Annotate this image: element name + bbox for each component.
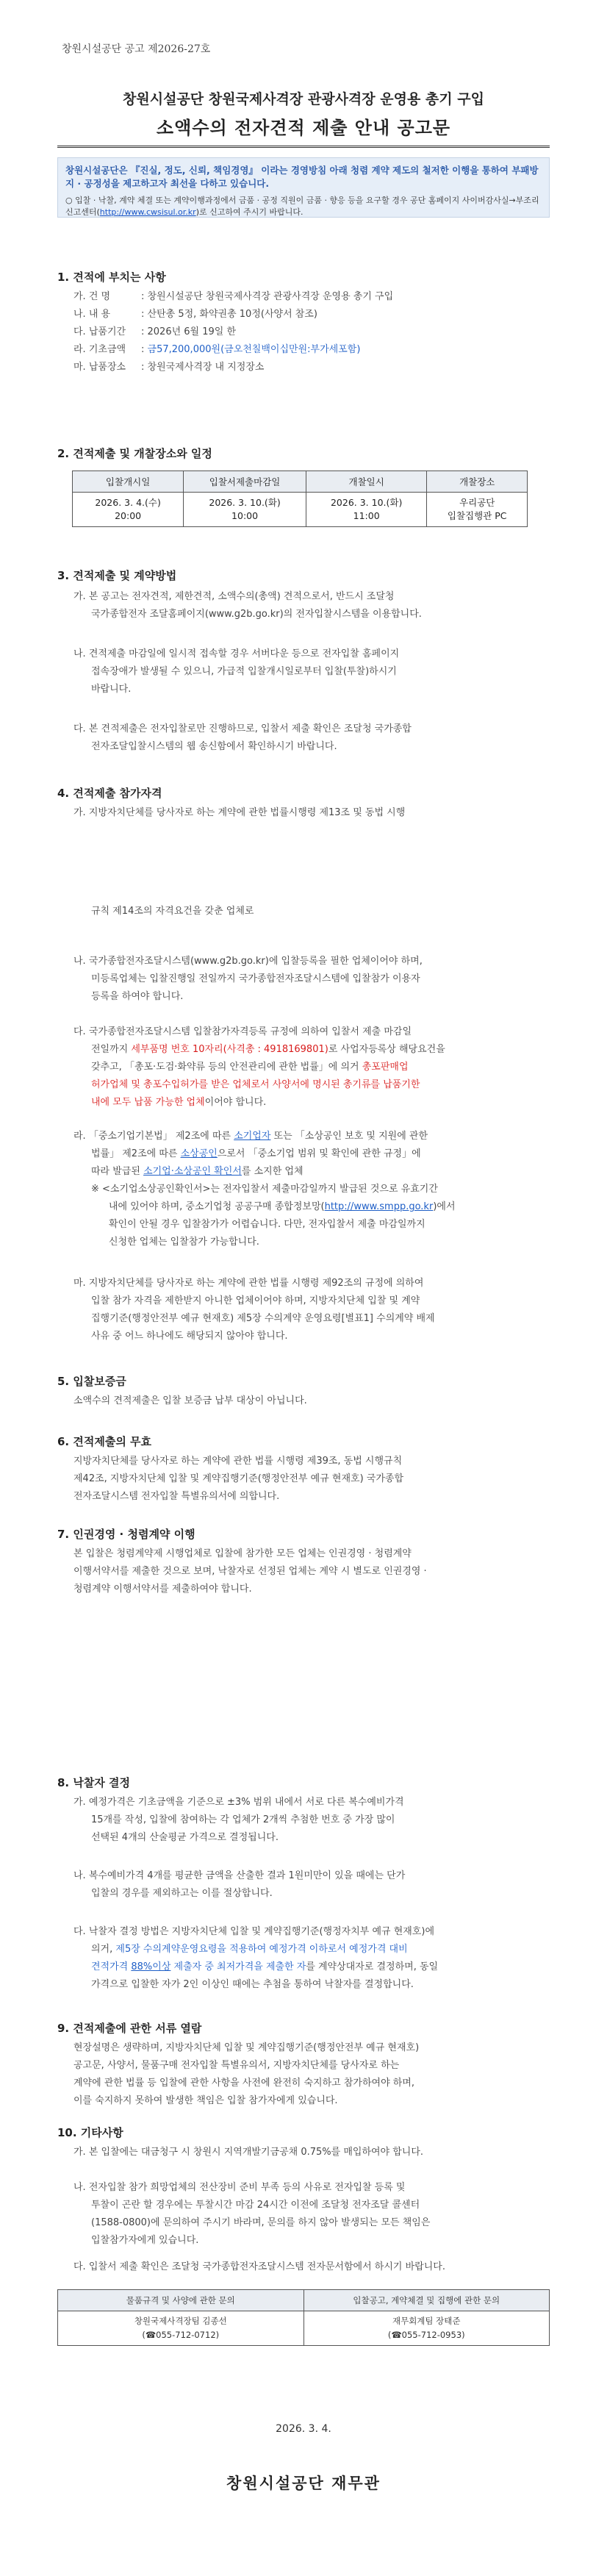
schedule-header: 개찰일시 (306, 471, 427, 493)
announcement-date: 2026. 3. 4. (276, 2423, 331, 2435)
section-1-items (73, 288, 544, 376)
contact-header: 입찰공고, 계약체결 및 집행에 관한 문의 (304, 2290, 550, 2311)
section-4-da: 다. 국가종합전자조달시스템 입찰참가자격등록 규정에 의하여 입찰서 제출 마감일 전일까지 세부품명 번호 10자리(사격총 : 4918169801)로 사업자등록상 해당요건을 갖추고, 「총포·도검·화약류 등의 안전관리에 관한 법률」에 의거 총포판매업 허가업체 및 총포수입허가를 받은 업체로서 사양서에 명시된 총기류를 납품기한 내에 모두 납품 가능한 업체이어야 합니다. (73, 1026, 445, 1108)
section-6-body: 지방자치단체를 당사자로 하는 계약에 관한 법률 시행령 제39조, 동법 시행규칙 제42조, 지방자치단체 입찰 및 계약집행기준(행정안전부 예규 현재호) 국가종합 전자조달시스템 전자입찰 특별유의서에 의합니다. (73, 1456, 404, 1502)
title-line-1: 창원시설공단 창원국제사격장 관광사격장 운영용 총기 구입 (123, 91, 484, 107)
item-delivery-place: 마. 납품장소 : 창원국제사격장 내 지정장소 (73, 362, 265, 373)
schedule-cell: 2026. 3. 10.(화) 10:00 (184, 493, 306, 527)
section-8-title: 8. 낙찰자 결정 (57, 1776, 131, 1789)
section-10-na: 나. 전자입찰 참가 희망업체의 전산장비 준비 부족 등의 사유로 전자입찰 등록 및 투찰이 곤란 할 경우에는 투찰시간 마감 24시간 이전에 조달청 전자조달 콜센터 (1588-0800)에 문의하여 주시기 바라며, 문의를 하지 않아 발생되는 모든 책임은 입찰참가자에게 있습니다. (73, 2182, 431, 2246)
schedule-header: 입찰서제출마감일 (184, 471, 306, 493)
section-9-body: 현장설명은 생략하며, 지방자치단체 입찰 및 계약집행기준(행정안전부 예규 현재호) 공고문, 사양서, 물품구매 전자입찰 특별유의서, 지방자치단체를 당사자로 하는 계약에 관한 법률 등 입찰에 관한 사항을 사전에 완전히 숙지하고 참가하여야 하며, 이를 숙지하지 못하여 발생한 책임은 입찰 참가자에게 있습니다. (73, 2042, 420, 2106)
item-name: 가. 건 명 : 창원시설공단 창원국제사격장 관광사격장 운영용 총기 구입 (73, 291, 394, 302)
item-base-amount: 라. 기초금액 : 금57,200,000원(금오천칠백이십만원:부가세포함) (73, 344, 361, 355)
section-9-title: 9. 견적제출에 관한 서류 열람 (57, 2022, 202, 2035)
page-title: 소액수의 전자견적 제출 안내 공고문 (156, 118, 451, 138)
contact-table (57, 2289, 550, 2346)
section-3-ga: 가. 본 공고는 전자견적, 제한견적, 소액수의(총액) 견적으로서, 반드시 조달청 국가종합전자 조달홈페이지(www.g2b.go.kr)의 전자입찰시스템을 이용합니다. (73, 591, 422, 620)
section-3-da: 다. 본 견적제출은 전자입찰로만 진행하므로, 입찰서 제출 확인은 조달청 국가종합 전자조달입찰시스템의 웹 송신함에서 확인하시기 바랍니다. (73, 723, 412, 752)
schedule-table (72, 471, 528, 527)
section-3-title: 3. 견적제출 및 계약방법 (57, 569, 177, 582)
integrity-notice-box (57, 157, 550, 218)
schedule-header: 입찰개시일 (73, 471, 184, 493)
title-rule (57, 146, 550, 148)
section-5-title: 5. 입찰보증금 (57, 1375, 126, 1388)
section-7-body: 본 입찰은 청렴계약제 시행업체로 입찰에 참가한 모든 업체는 인권경영 · 청렴계약 이행서약서를 제출한 것으로 보며, 낙찰자로 선정된 업체는 계약 시 별도로 인권경영 · 청렴계약 이행서약서를 제출하여야 합니다. (73, 1548, 427, 1595)
document-number: 창원시설공단 공고 제2026-27호 (62, 43, 211, 55)
contact-header: 물품규격 및 사양에 관한 문의 (58, 2290, 304, 2311)
section-10-da: 다. 입찰서 제출 확인은 조달청 국가종합전자조달시스템 전자문서함에서 하시기 바랍니다. (73, 2261, 445, 2272)
section-4-na: 나. 국가종합전자조달시스템(www.g2b.go.kr)에 입찰등록을 필한 업체이어야 하며, 미등록업체는 입찰진행일 전일까지 국가종합전자조달시스템에 입찰참가 이용자 등록을 하여야 합니다. (73, 956, 423, 1002)
schedule-header: 개찰장소 (427, 471, 528, 493)
section-6-title: 6. 견적제출의 무효 (57, 1435, 152, 1448)
item-content: 나. 내 용 : 산탄총 5정, 화약권총 10정(사양서 참조) (73, 309, 317, 320)
notice-line-1: 창원시설공단은 『진실, 정도, 신뢰, 책임경영』 이라는 경영방침 아래 청렴 계약 제도의 철저한 이행을 통하여 부패방지 · 공정성을 제고하고자 최선을 다하고 있습니다. (65, 165, 539, 189)
issuer-name: 창원시설공단 재무관 (226, 2475, 381, 2492)
section-4-ma: 마. 지방자치단체를 당사자로 하는 계약에 관한 법률 시행령 제92조의 규정에 의하여 입찰 참가 자격을 제한받지 아니한 업체이어야 하며, 지방자치단체 입찰 및 계약 집행기준(행정안전부 예규 현재호) 제5장 수의계약 운영요령[별표1] 수의계약 배제 사유 중 어느 하나에도 해당되지 않아야 합니다. (73, 1278, 435, 1342)
contact-cell: 재무회계팀 장태준 (☎055-712-0953) (304, 2311, 550, 2346)
section-4-ga-2: 규칙 제14조의 자격요건을 갖춘 업체로 (91, 906, 254, 917)
schedule-cell: 2026. 3. 10.(화) 11:00 (306, 493, 427, 527)
section-10-title: 10. 기타사항 (57, 2126, 123, 2139)
report-center-link[interactable]: http://www.cwsisul.or.kr (99, 207, 196, 217)
section-4-title: 4. 견적제출 참가자격 (57, 787, 162, 800)
section-10-ga: 가. 본 입찰에는 대금청구 시 창원시 지역개발기금공채 0.75%를 매입하여야 합니다. (73, 2147, 424, 2158)
schedule-cell: 우리공단 입찰집행관 PC (427, 493, 528, 527)
section-3-na: 나. 견적제출 마감일에 일시적 접속할 경우 서버다운 등으로 전자입찰 홈페이지 접속장애가 발생될 수 있으니, 가급적 입찰개시일로부터 입찰(투찰)하시기 바랍니다. (73, 648, 400, 695)
section-4-ra: 라. 「중소기업기본법」 제2조에 따른 소기업자 또는 「소상공인 보호 및 지원에 관한 법률」 제2조에 따른 소상공인으로서 「중소기업 범위 및 확인에 관한 규정」에 따라 발급된 소기업·소상공인 확인서를 소지한 업체 ※ <소기업소상공인확인서>는 전자입찰서 제출마감일까지 발급된 것으로 유효기간 내에 있어야 하며, 중소기업청 공공구매 종합정보망(http://www.smpp.go.kr)에서 확인이 안될 경우 입찰참가가 어렵습니다. 다만, 전자입찰서 제출 마감일까지 신청한 업체는 입찰참가 가능합니다. (73, 1131, 456, 1248)
section-4-ga-1: 가. 지방자치단체를 당사자로 하는 계약에 관한 법률시행령 제13조 및 동법 시행 (73, 807, 406, 818)
schedule-cell: 2026. 3. 4.(수) 20:00 (73, 493, 184, 527)
section-8-ga: 가. 예정가격은 기초금액을 기준으로 ±3% 범위 내에서 서로 다른 복수예비가격 15개를 작성, 입찰에 참여하는 각 업체가 2개씩 추첨한 번호 중 가장 많이 선택된 4개의 산술평균 가격으로 결정됩니다. (73, 1797, 404, 1843)
section-8-na: 나. 복수예비가격 4개를 평균한 금액을 산출한 결과 1원미만이 있을 때에는 단가 입찰의 경우를 제외하고는 이를 절상합니다. (73, 1870, 406, 1899)
section-8-da: 다. 낙찰자 결정 방법은 지방자치단체 입찰 및 계약집행기준(행정자치부 예규 현재호)에 의거, 제5장 수의계약운영요령을 적용하여 예정가격 이하로서 예정가격 대비 견적가격 88%이상 제출자 중 최저가격을 제출한 자를 계약상대자로 결정하며, 동일 가격으로 입찰한 자가 2인 이상인 때에는 추첨을 통하여 낙찰자를 결정합니다. (73, 1926, 439, 1990)
contact-cell: 창원국제사격장팀 김종선 (☎055-712-0712) (58, 2311, 304, 2346)
section-1-title: 1. 견적에 부치는 사항 (57, 271, 166, 284)
notice-line-2: ○ 입찰 · 낙찰, 계약 체결 또는 계약이행과정에서 금품 · 공정 직원이 금품 · 향응 등을 요구할 경우 공단 홈페이지 사이버감사실→부조리 신고센터(http://www.cwsisul.or.kr)로 신고하여 주시기 바랍니다. (65, 196, 539, 217)
item-delivery-period: 다. 납품기간 : 2026년 6월 19일 한 (73, 326, 237, 337)
section-5-body: 소액수의 견적제출은 입찰 보증금 납부 대상이 아닙니다. (73, 1395, 307, 1406)
section-2-title: 2. 견적제출 및 개찰장소와 일정 (57, 447, 212, 460)
section-7-title: 7. 인권경영 · 청렴계약 이행 (57, 1528, 195, 1541)
smpp-link[interactable]: http://www.smpp.go.kr (324, 1201, 434, 1212)
